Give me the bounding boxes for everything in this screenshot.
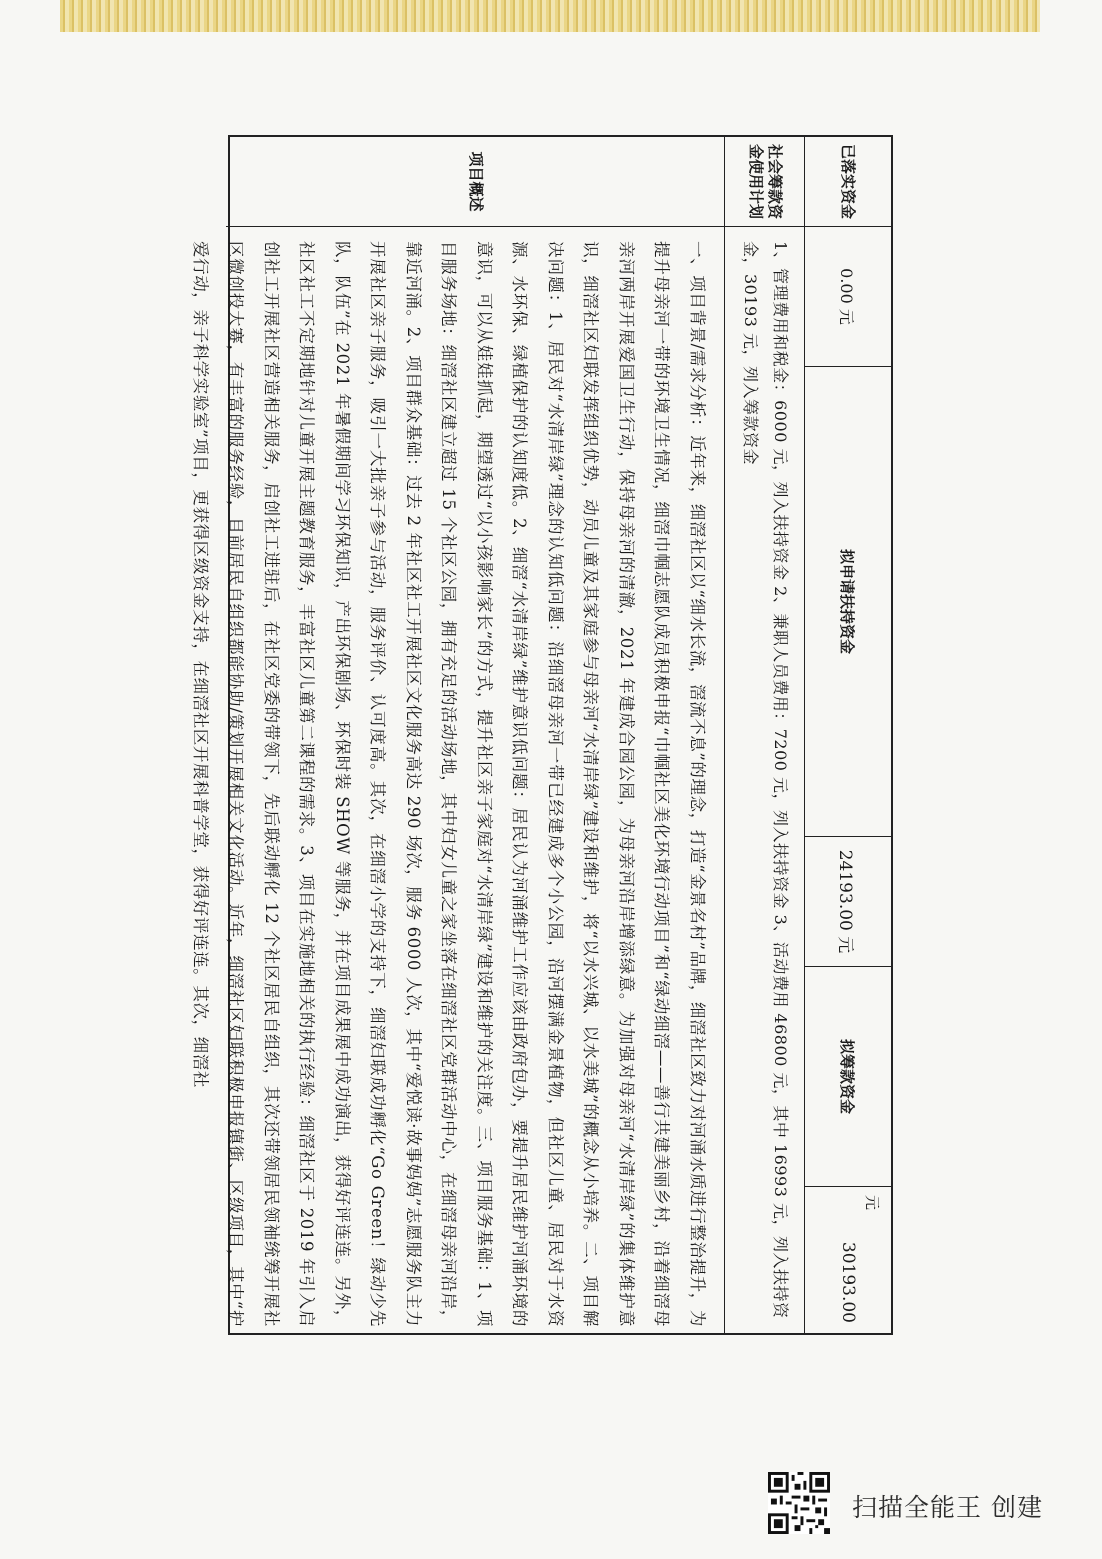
rotated-form	[191, 135, 893, 1335]
label-raised-funds: 已落实资金	[805, 137, 891, 227]
scan-top-edge	[60, 0, 1040, 32]
raise-funds-value: 30193.00	[838, 1241, 858, 1323]
label-apply-support: 拟申请扶持资金	[805, 367, 891, 837]
watermark-text: 扫描全能王 创建	[852, 1493, 1043, 1522]
fund-plan-text: 1、管理费用和税金：6000 元，列入扶持资金 2、兼职人员费用：7200 元，列入扶持资金 3、活动费用 46800 元，其中 16993 元，列入扶持资金，30193 元，列入筹款资金	[741, 241, 790, 1319]
raise-funds-cell	[805, 1187, 891, 1337]
label-fund-plan: 社会筹款资金使用计划	[725, 137, 805, 227]
raise-funds-unit: 元	[863, 1195, 881, 1211]
row-overview	[191, 137, 725, 1333]
raised-funds-value: 0.00 元	[805, 227, 891, 367]
apply-support-value: 24193.00 元	[805, 837, 891, 967]
row-fund-plan	[724, 137, 805, 1333]
form-grid	[191, 135, 893, 1335]
form-table-frame	[191, 135, 893, 1335]
overview-text: 一、项目背景/需求分析：近年来，细滘社区以“细水长流，滘流不息”的理念，打造“金景名村”品牌，细滘社区致力对河涌水质进行整治提升，为提升母亲河一带的环境卫生情况，细滘巾帼志愿队成员积极申报“巾帼社区美化环境行动项目”和“绿动细滘——善行共建美丽乡村，沿着细滘母亲河两岸开展爱国卫生行动，保持母亲河的清澈，2021 年建成合园公园，为母亲河沿岸增添绿意。为加强对母亲河“水清岸绿”的集体维护意识，细滘社区妇联发挥组织优势，动员儿童及其家庭参与母亲河“水清岸绿”建设和维护，将“以水兴城、以水美城”的概念从小培养。二、项目解决问题：1、居民对“水清岸绿”理念的认知低问题：沿细滘母亲河一带已经建成多个小公园，沿河摆满金景植物，但社区儿童、居民对于水资源、水环保、绿植保护的认知度低。2、细滘“水清岸绿”维护意识低问题：居民认为河涌维护工作应该由政府包办，要提升居民维护河涌环境的意识，可以从娃娃抓起，期望透过“以小孩影响家长”的方式，提升社区亲子家庭对“水清岸绿”建设和维护的关注度。三、项目服务基础：1、项目服务场地：细滘社区建立超过 15 个社区公园，拥有充足的活动场地，其中妇女儿童之家坐落在细滘社区党群活动中心，在细滘母亲河沿岸，靠近河涌。2、项目群众基础：过去 2 年社区社工开展社区文化服务高达 290 场次，服务 6000 人次，其中“爱悦读·故事妈妈”志愿服务队主力开展社区亲子服务，吸引一大批亲子参与活动，服务评价、认可度高。其次，在细滘小学的支持下，细滘妇联成功孵化“Go Green！绿动少先队，队伍”在 2021 年暑假期间学习环保知识，产出环保剧场、环保时装 SHOW 等服务，并在项目成果展中成功演出，获得好评连连。另外，社区社工不定期地针对儿童开展主题教育服务，丰富社区儿童第二课程的需求。3、项目在实施地相关的执行经验：细滘社区于 2019 年引入启创社工开展社区营造相关服务，启创社工进驻后，在社区党委的带领下，先后联动孵化 12 个社区居民自组织，其次还带领居民领袖统筹开展社区微创投大赛，有丰富的服务经验，目前居民自组织都能协助/策划开展相关文化活动。近年，细滘社区妇联积极申报镇街、区级项目，其中“护爱行动，亲子科学实验室”项目，更获得区级资金支持，在细滘社区开展科普学堂，获得好评连连。其次，细滘社	[191, 241, 707, 1327]
row-raised-funds	[804, 137, 891, 1333]
qr-code-icon	[768, 1472, 830, 1534]
label-overview: 项目概述	[226, 137, 725, 227]
scanner-watermark	[768, 1470, 1088, 1540]
label-raise-funds: 拟筹款资金	[805, 967, 891, 1187]
